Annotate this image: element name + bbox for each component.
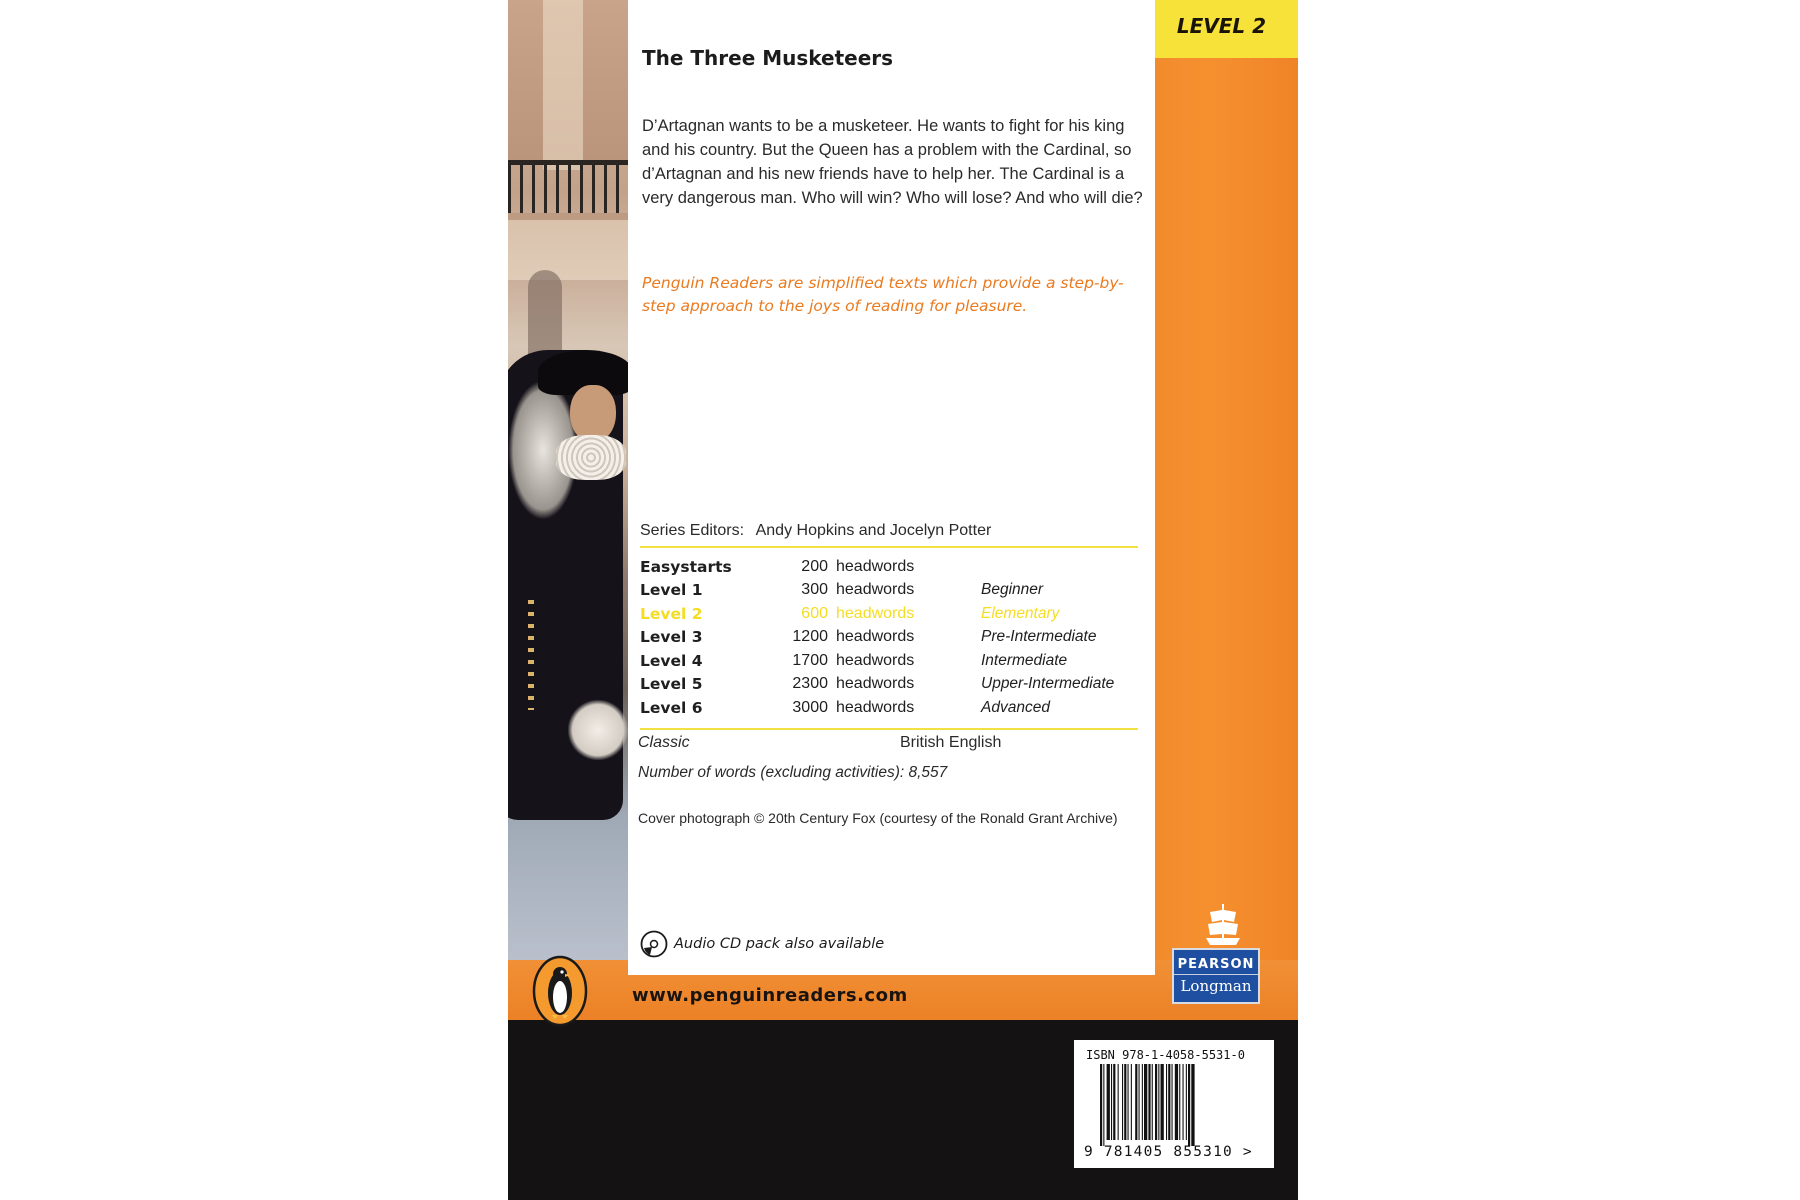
barcode-bars	[1100, 1064, 1260, 1146]
level-headwords-count: 600	[801, 604, 828, 622]
barcode-bar	[1161, 1064, 1164, 1140]
barcode-bar	[1113, 1064, 1115, 1140]
level-row	[640, 626, 1138, 650]
series-editors	[640, 522, 1138, 548]
level-headwords-unit: headwords	[836, 698, 915, 716]
cover-photo-strip	[508, 0, 628, 960]
audio-cd-note	[640, 930, 884, 958]
barcode-digits: 9 781405 855310 >	[1084, 1144, 1253, 1160]
longman-name: Longman	[1180, 977, 1252, 995]
cd-icon	[640, 930, 668, 958]
pearson-ship-icon	[1198, 898, 1248, 948]
level-headwords-unit: headwords	[836, 604, 915, 622]
level-row	[640, 696, 1138, 729]
barcode-bar	[1155, 1064, 1157, 1140]
barcode-bar	[1135, 1064, 1137, 1140]
book-back-cover	[508, 0, 1298, 1200]
level-headwords-count: 1700	[792, 651, 828, 669]
barcode-bar	[1107, 1064, 1110, 1140]
pearson-longman-logo	[1172, 948, 1260, 1004]
level-name: Level 2	[640, 604, 703, 623]
level-headwords-count: 2300	[792, 675, 828, 693]
levels-table	[640, 555, 1138, 730]
series-tagline: Penguin Readers are simplified texts which provide a step-by-step approach to the joys of reading for pleasure.	[642, 274, 1124, 315]
barcode-box	[1074, 1040, 1274, 1168]
level-stage: Elementary	[981, 604, 1060, 622]
barcode-bar	[1148, 1064, 1150, 1140]
level-row	[640, 649, 1138, 673]
level-stage: Pre-Intermediate	[981, 628, 1097, 646]
word-count: Number of words (excluding activities): 8,557	[638, 764, 948, 781]
penguin-logo-icon	[532, 955, 588, 1027]
text-panel	[628, 0, 1155, 975]
level-headwords-unit: headwords	[836, 628, 915, 646]
barcode-bar	[1111, 1064, 1112, 1140]
barcode-bar	[1191, 1064, 1194, 1146]
barcode-bar	[1188, 1064, 1190, 1146]
level-name: Easystarts	[640, 557, 732, 576]
barcode-bar	[1183, 1064, 1184, 1140]
level-name: Level 3	[640, 628, 703, 647]
barcode-bar	[1179, 1064, 1180, 1140]
barcode-bar	[1100, 1064, 1102, 1146]
level-tab	[1148, 0, 1298, 58]
level-headwords-count: 3000	[792, 698, 828, 716]
level-name: Level 1	[640, 581, 703, 600]
orange-spine-panel	[1148, 0, 1298, 1015]
logo-divider	[1174, 974, 1258, 975]
series-editors-label: Series Editors:	[640, 522, 745, 539]
level-row	[640, 555, 1138, 579]
cover-credit: Cover photograph © 20th Century Fox (courtesy of the Ronald Grant Archive)	[638, 810, 1118, 826]
barcode-bar	[1122, 1064, 1123, 1140]
barcode-bar	[1128, 1064, 1129, 1140]
barcode-bar	[1186, 1064, 1187, 1140]
barcode-bar	[1118, 1064, 1119, 1140]
level-headwords-count: 1200	[792, 628, 828, 646]
level-row	[640, 579, 1138, 603]
level-headwords-unit: headwords	[836, 581, 915, 599]
english-variant: British English	[900, 734, 1002, 751]
level-stage	[981, 555, 1138, 579]
level-row	[640, 602, 1138, 626]
classic-row	[638, 734, 1118, 752]
website-url: www.penguinreaders.com	[632, 985, 908, 1006]
level-stage: Upper-Intermediate	[981, 675, 1115, 693]
barcode-bar	[1158, 1064, 1159, 1140]
level-label: LEVEL 2	[1176, 14, 1266, 38]
barcode-bar	[1166, 1064, 1167, 1140]
level-stage: Advanced	[981, 698, 1050, 716]
barcode-bar	[1168, 1064, 1170, 1140]
classic-label: Classic	[638, 734, 690, 751]
level-headwords-count: 200	[801, 557, 828, 575]
level-headwords-unit: headwords	[836, 651, 915, 669]
series-editors-names: Andy Hopkins and Jocelyn Potter	[755, 522, 992, 539]
level-headwords-unit: headwords	[836, 675, 915, 693]
barcode-bar	[1142, 1064, 1143, 1140]
level-headwords-count: 300	[801, 581, 828, 599]
level-name: Level 6	[640, 698, 703, 717]
barcode-bar	[1144, 1064, 1147, 1140]
level-stage: Beginner	[981, 581, 1044, 599]
barcode-bar	[1103, 1064, 1104, 1146]
barcode-bar	[1131, 1064, 1132, 1140]
synopsis: D’Artagnan wants to be a musketeer. He wants to fight for his king and his country. But the Queen has a problem with the Cardinal, so d’Artagnan and his new friends have to help her. The Cardinal is a very dangerous man. Who will win? Who will lose? And who will die?	[642, 117, 1143, 207]
level-stage: Intermediate	[981, 651, 1068, 669]
level-headwords-unit: headwords	[836, 557, 915, 575]
level-row	[640, 673, 1138, 697]
isbn-text: ISBN 978-1-4058-5531-0	[1086, 1048, 1245, 1062]
level-name: Level 4	[640, 651, 703, 670]
barcode-bar	[1139, 1064, 1140, 1140]
level-name: Level 5	[640, 675, 703, 694]
book-title: The Three Musketeers	[642, 46, 894, 70]
barcode-bar	[1152, 1064, 1153, 1140]
barcode-bar	[1172, 1064, 1173, 1140]
barcode-bar	[1124, 1064, 1126, 1140]
barcode-bar	[1175, 1064, 1178, 1140]
pearson-name: PEARSON	[1177, 957, 1255, 972]
audio-cd-text: Audio CD pack also available	[674, 936, 885, 952]
